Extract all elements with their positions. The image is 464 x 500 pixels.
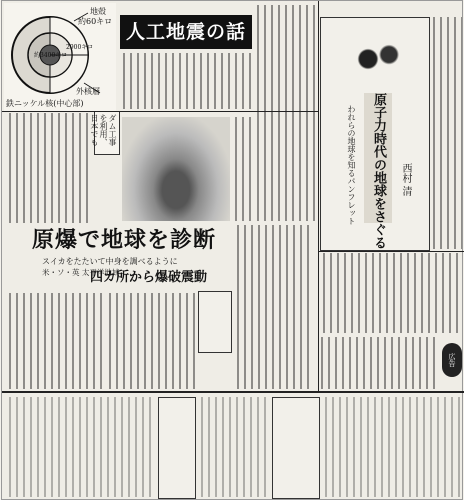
sidebar-heading: 原子力時代の地球をさぐる [364,93,392,223]
bottom-listing-left [6,397,154,497]
explosion-photo [122,117,230,221]
ad-stamp: 広告 [442,343,462,377]
bottom-ad-box-2 [272,397,320,499]
right-article-body-lower [318,337,438,389]
sub-headline: スイカをたたいて中身を調べるように [42,257,178,266]
article-body-lower-mid [106,293,198,389]
main-headline: 原爆で地球を診断 [32,227,217,253]
bottom-listing-mid [198,397,268,497]
article-body-right [254,5,316,221]
article-body-lower-left [6,293,102,389]
earth-structure-diagram [4,3,116,111]
article-body-upper [120,53,252,109]
depth-a-label: 約3400キロ [34,52,68,59]
article-body-lower-right [234,225,314,389]
divider-rule-right [318,251,464,252]
divider-rule-bottom [2,391,464,393]
bottom-ad-box-1 [158,397,196,499]
divider-rule [2,111,318,112]
sidebar-author: 西村 清 [400,163,411,197]
sidebar-subtitle: われらの地球を知るパンフレット [347,105,356,225]
article-body-narrow [232,117,252,221]
deck-big: 四カ所から爆破震動 [90,270,208,285]
photo-caption: ダム工事を利用、日本でも [94,111,120,155]
right-article-body [320,253,462,333]
iron-core-label: 鉄ニッケル核(中心部) [6,99,84,108]
depth-b-label: 2900キロ [66,44,94,51]
outer-layer-label: 外核層 [76,87,100,96]
article-title: 人工地震の話 [120,15,252,49]
sidebar-side-text [430,17,462,249]
article-body-left [6,113,90,223]
crust-depth-label: 約60キロ [78,17,113,26]
crust-label: 地殻 [90,7,106,16]
deck-small: 米・ソ・英 太平洋地域 [42,268,120,277]
sidebar-illustration [340,37,410,81]
divider-rule-vertical [318,1,319,391]
newspaper-page [1,0,463,500]
inset-box [198,291,232,353]
bottom-listing-right [322,397,462,497]
